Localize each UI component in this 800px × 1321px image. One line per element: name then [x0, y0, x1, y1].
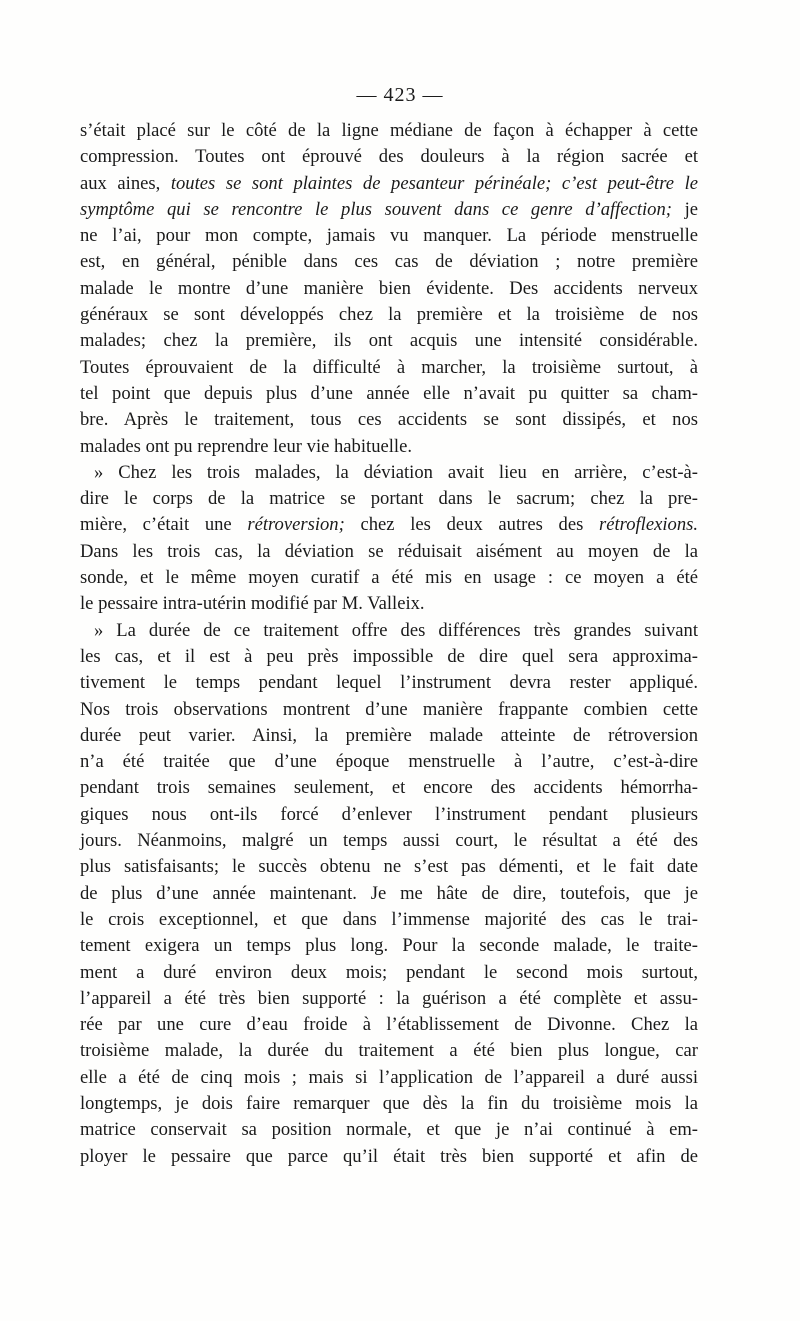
text-segment: de plus d’une année maintenant. Je me hâte de dire, toutefois, que je	[80, 882, 698, 904]
text-line	[80, 565, 698, 591]
text-line	[80, 723, 698, 749]
text-segment: le pessaire intra-utérin modifié par M. Valleix.	[80, 593, 425, 615]
text-segment: tivement le temps pendant lequel l’instrument devra rester appliqué.	[80, 672, 698, 694]
text-line	[80, 933, 698, 959]
text-segment: ment a duré environ deux mois; pendant le second mois surtout,	[80, 961, 698, 983]
text-line	[80, 802, 698, 828]
page-number: — 423 —	[356, 84, 444, 106]
text-segment: tement exigera un temps plus long. Pour la seconde malade, le traite-	[80, 935, 698, 957]
text-line	[80, 249, 698, 275]
text-line	[80, 1091, 698, 1117]
italic-phrase: symptôme qui se rencontre le plus souvent dans ce genre d’affection;	[80, 198, 672, 220]
text-segment: tel point que depuis plus d’une année elle n’avait pu quitter sa cham-	[80, 382, 698, 404]
text-line	[80, 644, 698, 670]
text-segment: ployer le pessaire que parce qu’il était très bien supporté et afin de	[80, 1145, 698, 1167]
text-segment: mière, c’était une	[80, 514, 248, 536]
text-segment: Dans les trois cas, la déviation se réduisait aisément au moyen de la	[80, 540, 698, 562]
text-segment: durée peut varier. Ainsi, la première malade atteinte de rétroversion	[80, 724, 698, 746]
text-line	[80, 381, 698, 407]
text-line	[80, 854, 698, 880]
text-line	[80, 960, 698, 986]
text-line	[80, 618, 698, 644]
text-line	[80, 407, 698, 433]
text-line	[80, 1144, 698, 1170]
text-line	[80, 539, 698, 565]
text-segment: malades ont pu reprendre leur vie habituelle.	[80, 435, 412, 457]
body-text	[80, 118, 698, 1170]
text-segment: rée par une cure d’eau froide à l’établissement de Divonne. Chez la	[80, 1014, 698, 1036]
text-segment: sonde, et le même moyen curatif a été mis en usage : ce moyen a été	[80, 567, 698, 589]
text-line	[80, 171, 698, 197]
text-line	[80, 881, 698, 907]
text-line	[80, 670, 698, 696]
text-line	[80, 223, 698, 249]
text-line	[80, 197, 698, 223]
text-segment: les cas, et il est à peu près impossible de dire quel sera approxima-	[80, 645, 698, 667]
text-line	[80, 1117, 698, 1143]
text-segment: est, en général, pénible dans ces cas de déviation ; notre première	[80, 251, 698, 273]
text-segment: plus satisfaisants; le succès obtenu ne s’est pas démenti, et le fait date	[80, 856, 698, 878]
italic-phrase: rétroflexions.	[599, 514, 698, 536]
text-line	[80, 302, 698, 328]
text-line	[80, 144, 698, 170]
text-line	[80, 828, 698, 854]
text-segment: elle a été de cinq mois ; mais si l’application de l’appareil a duré aussi	[80, 1066, 698, 1088]
text-line	[80, 118, 698, 144]
text-line	[80, 986, 698, 1012]
text-segment: troisième malade, la durée du traitement a été bien plus longue, car	[80, 1040, 698, 1062]
text-segment: s’était placé sur le côté de la ligne médiane de façon à échapper à cette	[80, 120, 698, 141]
text-line	[80, 276, 698, 302]
italic-phrase: rétroversion;	[247, 514, 345, 536]
text-segment: aux aines,	[80, 172, 171, 194]
text-line	[80, 591, 698, 617]
text-line	[80, 512, 698, 538]
text-segment: bre. Après le traitement, tous ces accidents se sont dissipés, et nos	[80, 409, 698, 431]
text-segment: Nos trois observations montrent d’une manière frappante combien cette	[80, 698, 698, 720]
text-line	[80, 328, 698, 354]
text-segment: généraux se sont développés chez la première et la troisième de nos	[80, 304, 698, 326]
text-line	[80, 1038, 698, 1064]
text-segment: l’appareil a été très bien supporté : la guérison a été complète et assu-	[80, 987, 698, 1009]
text-segment: dire le corps de la matrice se portant dans le sacrum; chez la pre-	[80, 488, 698, 510]
italic-phrase: toutes se sont plaintes de pesanteur périnéale; c’est peut-être le	[170, 172, 698, 194]
text-line	[80, 486, 698, 512]
text-segment: compression. Toutes ont éprouvé des douleurs à la région sacrée et	[80, 146, 698, 168]
text-line	[80, 355, 698, 381]
text-segment: » Chez les trois malades, la déviation avait lieu en arrière, c’est-à-	[94, 461, 698, 483]
text-segment: » La durée de ce traitement offre des différences très grandes suivant	[94, 619, 698, 641]
text-segment: le crois exceptionnel, et que dans l’immense majorité des cas le trai-	[80, 908, 698, 930]
text-line	[80, 749, 698, 775]
text-segment: pendant trois semaines seulement, et encore des accidents hémorrha-	[80, 777, 698, 799]
text-line	[80, 697, 698, 723]
text-line	[80, 907, 698, 933]
text-line	[80, 775, 698, 801]
text-line	[80, 1012, 698, 1038]
text-segment: matrice conservait sa position normale, et que je n’ai continué à em-	[80, 1119, 698, 1141]
text-line	[80, 1065, 698, 1091]
text-segment: malades; chez la première, ils ont acquis une intensité considérable.	[80, 330, 698, 352]
text-segment: n’a été traitée que d’une époque menstruelle à l’autre, c’est-à-dire	[80, 751, 698, 773]
text-segment: ne l’ai, pour mon compte, jamais vu manquer. La période menstruelle	[80, 225, 698, 247]
text-segment: chez les deux autres des	[344, 514, 600, 536]
text-segment: malade le montre d’une manière bien évidente. Des accidents nerveux	[80, 277, 698, 299]
text-segment: giques nous ont-ils forcé d’enlever l’instrument pendant plusieurs	[80, 803, 698, 825]
text-segment: jours. Néanmoins, malgré un temps aussi court, le résultat a été des	[80, 830, 698, 852]
text-segment: Toutes éprouvaient de la difficulté à marcher, la troisième surtout, à	[80, 356, 698, 378]
text-line	[80, 434, 698, 460]
text-line	[80, 460, 698, 486]
text-segment: je	[671, 198, 698, 220]
text-segment: longtemps, je dois faire remarquer que dès la fin du troisième mois la	[80, 1092, 698, 1114]
